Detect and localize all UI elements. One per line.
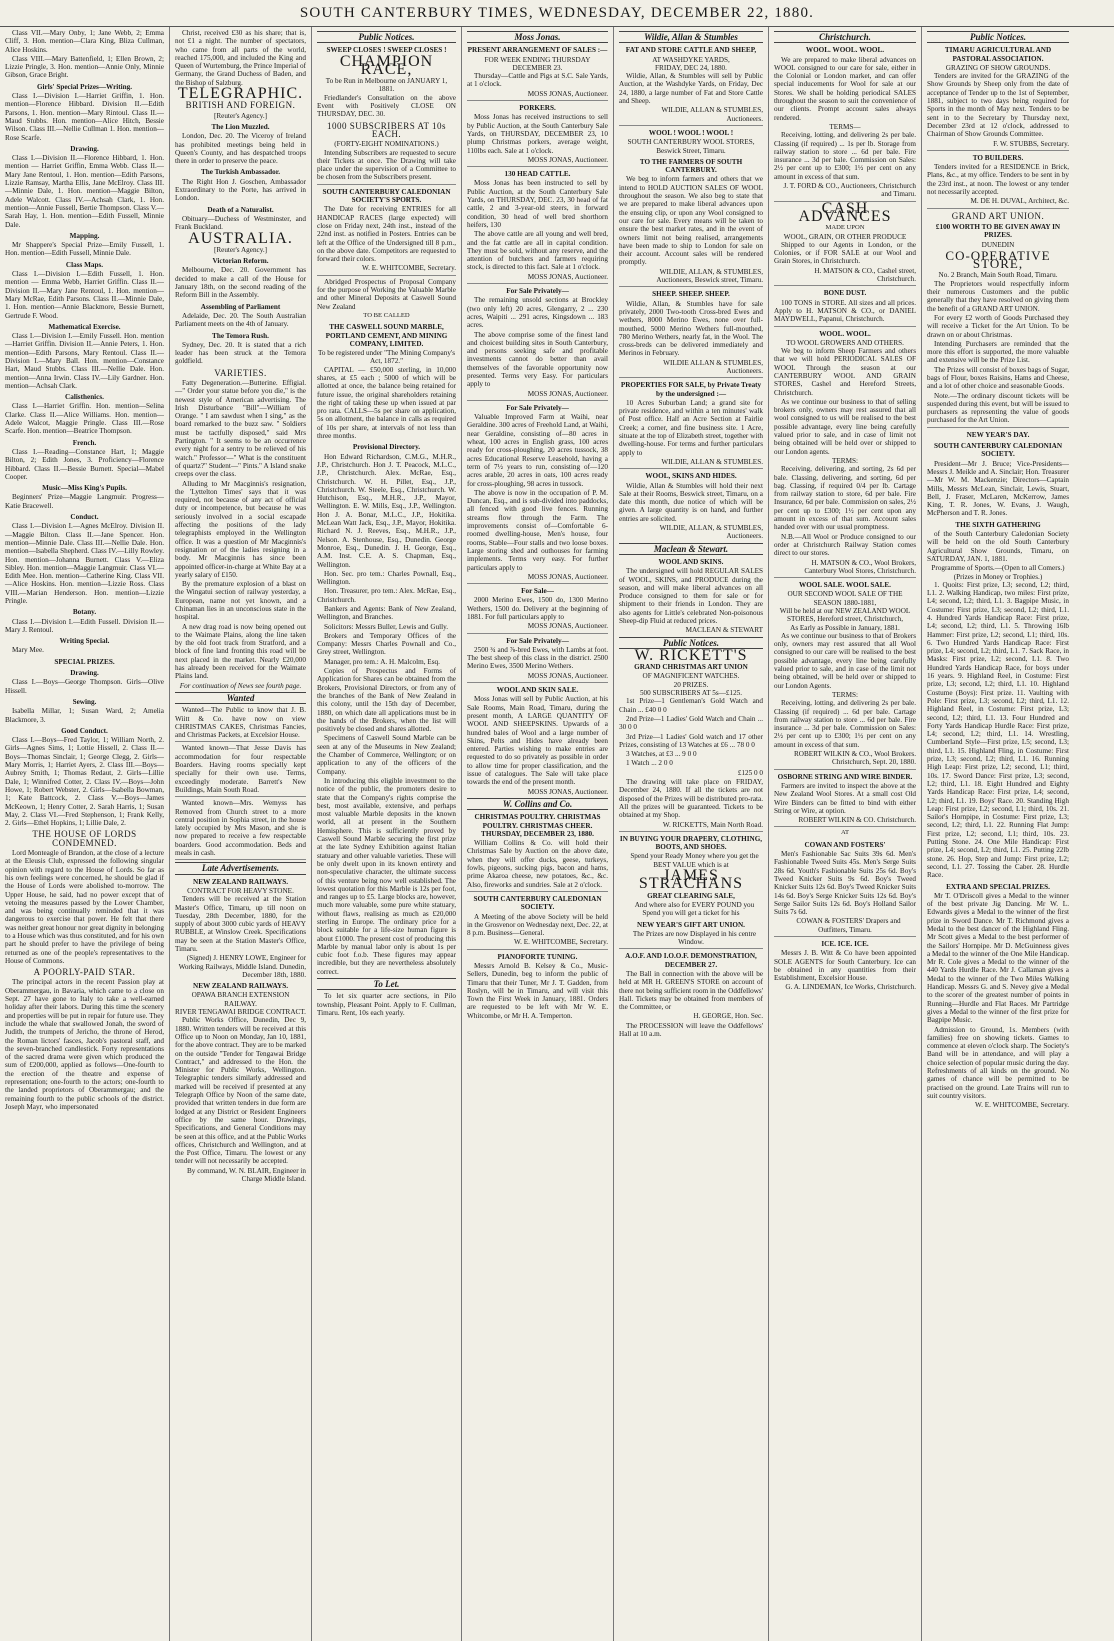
ad-title: CO-OPERATIVE STORE, [945, 247, 1051, 272]
ad-heading: TIMARU AGRICULTURAL AND PASTORAL ASSOCIATION. [944, 46, 1052, 63]
ad-text: Manager, pro tem.: A. H. Malcolm, Esq. [324, 657, 440, 666]
section-heading: SPECIAL PRIZES. [54, 657, 115, 666]
ad-text: (FORTY-EIGHT NOMINATIONS.) [334, 140, 439, 149]
column-7 [922, 27, 1074, 1641]
ad-text: The Prizes will consist of boxes bags of Sugar, bags of Flour, boxes Raisins, Hams and Cheese, and a lot of other choice and seasonable Goods. [927, 365, 1069, 391]
ad-signature: W. E. WHITCOMBE, Secretary. [975, 1101, 1069, 1110]
news-heading: The Lion Muzzled. [211, 122, 270, 131]
ad-text: FRIDAY, DEC 24, 1880. [655, 63, 727, 72]
ad-text: Wildie, Allan, & Stumbles will sell by Public Auction, at the Washdyke Yards, on Friday, Dec 24, 1880, a large number of Fat and Store Cattle and Sheep. [619, 72, 763, 106]
ad-text: To be registered under "The Mining Company's Act, 1872." [317, 349, 456, 366]
ad-section-header: Maclean & Stewart. [619, 543, 763, 555]
ad-heading: A.O.F. AND I.O.O.F. DEMONSTRATION, DECEMBER 27. [625, 952, 757, 969]
article-text: Class VII.—Mary Onby, 1; Jane Webb, 2; Emma Cliff, 3. Hon. mention—Clara King, Bliza Cullman, Alice Hoskins. [5, 29, 164, 54]
prize-line: 2nd Prize—1 Ladies' Gold Watch and Chain ... 30 0 0 [619, 714, 763, 732]
ad-heading: WOOL. WOOL. WOOL. [805, 46, 885, 55]
ad-heading: Provisional Directory. [352, 443, 421, 452]
ad-signature: WILDIE, ALLAN & STUMBLES, Auctioneers. [619, 106, 763, 126]
ad-signature: WILDIE, ALLAN, & STUMBLES, Auctioneers, Beswick street, Timaru. [619, 268, 763, 288]
article-text: Class VIII.—Mary Battenfield, 1; Ellen Brown, 2; Lizzie Pringle, 3. Hon. mention—Annie Only, Minnie Gibson, Grace Bright. [5, 54, 164, 80]
ad-heading: NEW YEAR'S GIFT ART UNION. [637, 920, 745, 929]
ad-title: CASH ADVANCES [798, 199, 892, 225]
section-heading: Drawing. [70, 144, 99, 153]
ad-text: Public Works Office, Dunedin, Dec 9, 1880. Written tenders will be received at this Office up to Noon on Monday, Jan 10, 1881, for the above contract. They are to be marked on the outside "Tender for Tengawai Bridge Contract," and addressed to the Hon. the Minister for Public Works, Wellington. Telegraphic tenders similarly addressed and marked will be received if presented at any Telegraph Office by Noon of the same date, provided that written tenders in due form are lodged at any District or Resident Engineers office by the same hour. Drawings, Specifications, and General Conditions may be seen at this office, and at the Public Works offices, Christchurch and Wellington, and at the Post Office, Timaru. The lowest or any tender will not necessarily be accepted. [175, 1016, 306, 1166]
ad-text: The above comprise some of the finest land and choicest building sites in South Canterbury, and persons seeking safe and profitable investments cannot do better than avail themselves of the favorable opportunity now presented. Terms very Easy. For particulars apply to [467, 330, 608, 389]
ad-heading: PROPERTIES FOR SALE, by Private Treaty by the undersigned :— [620, 381, 762, 398]
ad-text: Hon. Sec. pro tem.: Charles Pownall, Esq., Wellington. [317, 569, 456, 587]
ad-text: OUR SECOND WOOL SALE OF THE SEASON 1880-1881, [787, 590, 903, 607]
ad-text: TERMS: [832, 690, 858, 699]
ad-signature: M. DE H. DUVAL, Architect, &c. [927, 197, 1069, 208]
ad-text: Intending Purchasers are reminded that the more this effort is supported, the more valuable and extensive will be the Prize List. [927, 339, 1069, 365]
ad-text: No. 2 Branch, Main South Road, Timaru. [938, 271, 1058, 280]
ad-text: MADE UPON [825, 224, 865, 232]
ad-signature: W. E. WHITCOMBE, Secretary. [317, 264, 456, 275]
ad-heading: For Sale Privately— [506, 636, 569, 645]
ad-text: Brokers and Temporary Offices of the Company: Messrs Charles Pownall and Co., Grey street, Wellington. [317, 631, 456, 657]
article-text: Lord Monteagle of Brandon, at the close of a lecture at the Eleusis Club, expressed the following singular opinion with regard to the House of Lords. So far as his own feelings were concerned, he should be glad if the House of Lords were abolished to-morrow. The Upper House, he said, had no power except that of vetoing the measures passed by the Lower Chamber, and was being continually reminded that it was dangerous to exercise that power. He felt that there was neither great honour nor great dignity in belonging to a House which was thus constituted, and for his own part he should prefer to have the privilege of being returned as one of the people's representatives to the House of Commons. [5, 849, 164, 965]
column-1 [0, 27, 170, 1641]
ad-text: For every £2 worth of Goods Purchased they will receive a Ticket for the Art Union. To be drawn on or about Christmas. [927, 313, 1069, 339]
column-2 [170, 27, 312, 1641]
ad-text: Wildie, Allan & Stumbles will hold their next Sale at their Rooms, Beswick street, Timaru, on a date this month, due notice of which will be given. A large quantity is on hand, and further entries are solicited. [619, 481, 763, 523]
ad-heading: THE SIXTH GATHERING [955, 520, 1041, 529]
news-text: Fatty Degeneration.—Butterine. Effigial.—" Order your statue before you die," is the newest style of American advertising. The Irish Disturbance "Bill"—William of Orange. " I am sawdust when I sing," as the board remarked to the buzz saw. " Soldiers must be tactfully disposed," said Mrs Partington. " It seems to be an occurrence every night for a sentry to be relieved of his watch." Professor—" What is the constituent of quartz?" Student—" Pints." A Island snake creeps over the class. [175, 378, 306, 479]
ad-heading: TO THE FARMERS OF SOUTH CANTERBURY. [639, 157, 743, 175]
ad-section-header: Christchurch. [774, 31, 916, 43]
section-subtitle: BRITISH AND FOREIGN. [185, 100, 296, 111]
ad-text: Friedlander's Consultation on the above Event with Positively CLOSE ON THURSDAY, DEC. 30. [317, 93, 456, 119]
ad-heading: NEW YEAR'S DAY. [966, 430, 1030, 439]
ad-text: Mr T. O'Driscoll gives a Medal to the winner of the best private Jig Dancing. Mr W. L. Edwards gives a Medal to the winner of the first prize in Sword Dance. Mr T. Richmond gives a Medal to the best dancer of the Highland Fling. Mr Scott gives a Medal to the best performer of the Sailors' Hornpipe. Mr D. McGuinness gives a Medal to the winner of the One Mile Handicap. Mr R. Cole gives a Medal to the winner of the 440 Yards Hurdle Race. Mr J. Callaman gives a Medal to the winner of the Two Miles Walking Handicap. Messrs G. and S. Nevey give a Medal to the scorer of the greatest number of points in Running—Hurdle and Flat Races. Mr Partridge gives a Medal to the winner of the first prize for Bagpipe Music. [927, 891, 1069, 1025]
article-headline: A POORLY-PAID STAR. [33, 967, 136, 978]
ad-text: We are prepared to make liberal advances on WOOL consigned to our care for sale, either in the Colonial or London market, and can offer special inducements for Wool for sale at our Stores. We shall be holding periodical SALES throughout the season to suit the convenience of our clients. Prompt account sales always rendered. [774, 55, 916, 122]
ad-heading: RIVER TENGAWAI BRIDGE CONTRACT. [175, 1008, 306, 1017]
ad-section-header: Public Notices. [317, 31, 456, 43]
ad-text: AT WASHDYKE YARDS, [652, 55, 730, 64]
news-heading: The Temora Rush. [212, 331, 269, 340]
ad-text: Abridged Prospectus of Proposal Company for the purpose of Working the Valuable Marble and other Mineral Deposits at Caswell Sound New Zealand [317, 277, 456, 311]
ad-text: DUNEDIN [981, 240, 1015, 249]
ad-section-header: Moss Jonas. [467, 31, 608, 43]
ad-heading: SOUTH CANTERBURY CALEDONIAN SOCIETY. [933, 442, 1063, 459]
ad-heading: GREAT CLEARING SALE, [647, 891, 735, 900]
agency-credit: [Reuter's Agency.] [213, 245, 268, 254]
prize-line: 1st Prize—1 Gentleman's Gold Watch and Chain ... £40 0 0 [619, 697, 763, 714]
ad-heading: WOOL, SKINS AND HIDES. [645, 472, 737, 481]
ad-text: Note.—The ordinary discount tickets will be suspended during this event, but will be issued to purchasers as representing the value of goods purchased for the Art Union. [927, 392, 1069, 428]
ad-heading: WOOL AND SKIN SALE. [496, 686, 579, 695]
column-3 [312, 27, 462, 1641]
article-text: Class I.—Boys—George Thompson. Girls—Olive Hissell. [5, 678, 164, 695]
news-text: The Right Hon J. Goschen, Ambassador Extraordinary to the Porte, has arrived in London. [175, 177, 306, 203]
ad-signature: MOSS JONAS, Auctioneer. [467, 622, 608, 633]
section-heading: Conduct. [70, 513, 99, 522]
ad-text: 100 TONS in STORE. All sizes and all prices. Apply to H. MATSON & CO., or DANIEL MAYDWELL, Papanui, Christchurch. [774, 299, 916, 327]
ad-heading: COWAN AND FOSTERS' [804, 840, 886, 849]
article-text: Beginners' Prize—Maggie Langmuir. Progress—Katie Bracewell. [5, 493, 164, 510]
article-text: Isabella Millar, 1; Susan Ward, 2; Amelia Blackmore, 3. [5, 707, 164, 724]
column-6 [769, 27, 922, 1641]
ad-heading: GRAND CHRISTMAS ART UNION [634, 663, 748, 672]
ad-text: SOUTH CANTERBURY WOOL STORES, Beswick Street, Timaru. [627, 138, 755, 155]
ad-text: Tenders invited for a RESIDENCE in Brick, Plans, &c., at my office. Tenders to be sent in by the 23rd inst., at noon. The lowest or any tender not necessarily accepted. [927, 163, 1069, 197]
ad-text: of the South Canterbury Caledonian Society will be held on the old South Canterbury Agricultural Show Grounds, Timaru, on SATURDAY, JAN. 1, 1881. [927, 530, 1069, 563]
ad-text: Valuable Improved Farm at Waihi, near Geraldine. 300 acres of Freehold Land, at Waihi, near Geraldine, consisting of—80 acres in wheat, 100 acres in English grass, 100 acres ready for cross-ploughing, 20 acres tussock, 38 acres Educational Reserve Leasehold, having a term of 7½ years to run, consisting of—120 acres arable, 20 acres in oats, 100 acres ready for cross-ploughing, 98 acres in tussock. [467, 413, 608, 488]
ad-heading: PIANOFORTE TUNING. [497, 952, 578, 961]
ad-heading: WOOL SALE. WOOL SALE. [799, 581, 891, 590]
continuation-note: For continuation of News see fourth page. [179, 681, 302, 690]
ad-heading: BONE DUST. [823, 289, 867, 298]
ad-text: The Date for receiving ENTRIES for all HANDICAP RACES (large expected) will close on Friday next, 24th inst., instead of the 22nd inst. as notified in Posters. Entries can be left at the Office of the Undersigned till 8 p.m., on the above date. Competitors are requested to forward their colors. [317, 205, 456, 264]
ad-signature: MOSS JONAS, Auctioneer. [467, 273, 608, 284]
news-heading: Assembling of Parliament [200, 302, 281, 311]
section-heading: Music—Miss King's Pupils. [42, 484, 127, 493]
ad-heading: For Sale— [521, 587, 554, 596]
section-heading: Sewing. [72, 697, 97, 706]
ad-heading: TO BUILDERS. [972, 153, 1024, 162]
news-heading: Victorian Reform. [212, 257, 269, 266]
news-text: By the premature explosion of a blast on the Wingatui section of railway yesterday, a European, name not yet known, and a Chinaman lies in an unconscious state in the hospital. [175, 580, 306, 622]
section-heading: Mapping. [69, 231, 100, 240]
ad-signature: WILDIE ALLAN & STUMBLES, Auctioneers. [619, 359, 763, 379]
section-heading: Class Maps. [65, 260, 104, 269]
ad-text: (Prizes in Money or Trophies.) [953, 572, 1043, 581]
prize-line: 3 Watches, at £3 ... 9 0 0 [626, 750, 697, 759]
ad-text: TO BE CALLED [363, 311, 410, 319]
ad-heading: For Sale Privately— [506, 287, 569, 296]
ad-title: CHAMPION RACE, [339, 52, 434, 78]
event-list: 1. Quoits: First prize, L3; second, L2; third, L1. 2. Walking Handicap, two miles: First prize, L4; second, L2; third, L1. 3. Bagpipe Music, in Costume: First prize, L3; second, L2; third, L1. 4. Hundred Yards Handicap Race: First prize, L4; second, L2; third, L1. 5. Throwing 16lb Hammer: First prize, L2; second, L1; third, 10s. 6. Two Hundred Yards Handicap Race: First prize, L4; second, L2; third, L1. 7. Sack Race, in Masks: First prize, L2; second, L1. 8. Two Hundred Yards Handicap Race, for boys under 16 years. 9. Highland Reel, in Costume: First prize, L3; second, L2; third, L1. 10. Highland Costume (Boys): First prize. 11. Vaulting with Pole: First prize, L3; second, L2; third, L1. 12. Highland Reel, in Costume: First prize, L3; second, L2; third, L1. 13. Four Hundred and Forty Yards Handicap Hurdle Race: First prize, L4; second, L2; third, L1. 14. Wrestling, Cumberland Style—First prize, L5; second, L3; third, L1. 15. Highland Fling, in Costume: First prize, L3; second, L2; third, L1. 16. Running High Leap: First prize, L2; second, L1; third, 10s. 17. Sword Dance: First prize, L3; second, L2; third, L1. 18. Eight Hundred and Eighty Yards Handicap Race: First prize, L4; second, L2; third, L1. 19. Boys' Race. 20. Standing High Leap: First prize, L2; second, L1; third, 10s. 21. Sailor's Hornpipe, in Costume: First prize, L3; second, L2; third, L1. 22. Running Flat Jump: First prize, L2; second, L1; third, 10s. 23. Putting Stone. 24. One Mile Handicap: First prize, L4; second, L2; third, L1. 25. Putting 22lb stone. 26. Hop, Step and Jump: First prize, L2; second, L1. 27. Tossing the Caber. 28. Hurdle Race. [927, 580, 1069, 880]
ad-text: TERMS: [832, 456, 858, 465]
ad-signature: MOSS JONAS, Auctioneer. [467, 573, 608, 584]
ad-heading: SOUTH CANTERBURY CALEDONIAN SOCIETY'S SPORTS. [322, 187, 451, 205]
news-text: Alluding to Mr Macginnis's resignation, the 'Lyttelton Times' says that it was required, not because of any act of official duty or incompetence, but because he was seriously involved in a social escapade affecting the positions of the lady telegraphists employed in the Wellington office. It was a question of Mr Macginnis's resignation or of the ladies resigning in a body. Mr Macginnis has since been appointed officer-in-charge at White Bay at a yearly salary of £150. [175, 479, 306, 579]
ad-text: Copies of Prospectus and Forms of Application for Shares can be obtained from the Brokers, Provisional Directors, or from any of the branches of the Bank of New Zealand in this colony, until the 15th day of December, 1880, on which date all applications must be in the hands of the Brokers, when the list will positively be closed and shares allotted. [317, 667, 456, 734]
section-heading: French. [72, 438, 97, 447]
ad-text: OF MAGNIFICENT WATCHES. [642, 672, 740, 681]
ad-section-header: Public Notices. [927, 31, 1069, 43]
ad-heading: EXTRA AND SPECIAL PRIZES. [946, 882, 1050, 891]
section-heading: Writing Special. [59, 637, 110, 646]
ad-signature: J. T. FORD & CO., Auctioneers, Christchurch and Timaru. [774, 182, 916, 202]
ad-signature: ROBERT WILKIN & CO., Wool Brokers. Christchurch, Sept. 20, 1880. [774, 750, 916, 770]
news-heading: The Turkish Ambassador. [200, 168, 281, 177]
ad-heading: CONTRACT FOR HEAVY STONE. [187, 886, 294, 895]
ad-text: Tenders are invited for the GRAZING of the Show Grounds by Sheep only from the date of acceptance of Tender up to the 1st of September, 1881, subject to two days being required for Sports in the month of May next. Tenders to be sent in to the Secretary by Thursday next, December 23rd at 12 o'clock, addressed to Chairman of Show Grounds Committee. [927, 72, 1069, 139]
article-text: Class I.—Division I.—Harriet Griffin, 1. Hon. mention—Florence Hibbard. Division II.—Edith Parsons, 1. Hon. mention—Mary Rintoul. Class II.—Maud Stubbs. Hon. mention—Alice Hitch, Bessie Wilson. Class III.—Nellie Cullman 1. Hon. mention—Rose Scarfe. [5, 92, 164, 142]
news-text: London, Dec. 20. The Viceroy of Ireland has prohibited meetings being held in Queen's County, and has despatched troops there in order to preserve the peace. [175, 132, 306, 166]
ad-text: Moss Jonas has been instructed to sell by Public Auction, at the South Canterbury Sale Yards, on THURSDAY, DEC. 23, 30 head of fat cattle, 2 and 3-year-old steers, in forward condition, 30 head of well bred shorthorn heifers, 130 [467, 179, 608, 229]
ad-section-header: Public Notices. [619, 637, 763, 649]
article-text: Mary Mee. [12, 646, 44, 655]
ad-text: In introducing this eligible investment to the notice of the public, the promoters desire to state that the Company's rights comprise the best, most available, extensive, and perhaps most valuable Marble deposits in the known world, all at present in the Southern Hemisphere. This is sufficiently proved by Caswell Sound Marble securing the first prize at the late Sydney Exhibition against Italian statuary and other valuable varieties. These will be only dwelt upon in its known entirety and non-speculative character, the ultimate success of this venture being now well established. The lowest quotation for this Marble is 12s per foot, and ranges up to £5. Large blocks are, however, much more valuable, some pure white statuary, without flaws, realising as much as £20,000 sterling in Europe. The ordinary price for a block suitable for a life-size human figure is about £1000. The present cost of producing this Marble by manual labor only is about 1s per cubic foot f.o.b. These figures may appear incredible, but they are nevertheless absolutely correct. [317, 776, 456, 976]
section-title: AUSTRALIA. [188, 229, 293, 247]
ad-text: To be Run in Melbourne on JANUARY 1, 1881. [325, 77, 448, 94]
ad-signature: F. W. STUBBS, Secretary. [927, 140, 1069, 151]
ad-text: We beg to inform farmers and others that we intend to HOLD AUCTION SALES OF WOOL throughout the season. We also beg to state that we are prepared to make liberal advances upon the ensuing clip, or upon any Wool consigned to our care for sale. Every means will be taken to ensure the best market rates, and in the event of owners limit not being realised, arrangements have been made to ship to London for sale on their account. Account sales will be rendered promptly. [619, 175, 763, 267]
ad-text: We beg to inform Sheep Farmers and others that we will hold PERIODICAL SALES OF WOOL Through the season at our CANTERBURY WOOL AND GRAIN STORES, Cashel and Hereford Streets, Christchurch. [774, 347, 916, 397]
ad-text: Will be held at our NEW ZEALAND WOOL STORES, Hereford street, Christchurch, [779, 607, 911, 624]
ad-text: N.B.—All Wool or Produce consigned to our order at Christchurch Railway Station comes direct to our stores. [774, 532, 916, 558]
ad-text: Intending Subscribers are requested to secure their Tickets at once. The Drawing will take place under the supervision of a Committee to be chosen from the Subscribers present. [317, 149, 456, 185]
ad-heading: NEW ZEALAND RAILWAYS. [193, 982, 288, 991]
section-heading: Mathematical Exercise. [48, 322, 121, 331]
ad-text: WOOL, GRAIN, OR OTHER PRODUCE [783, 232, 907, 241]
ad-heading: GRAND ART UNION. [951, 210, 1045, 221]
ad-heading: CHRISTMAS POULTRY. CHRISTMAS POULTRY. CHRISTMAS CHEER. THURSDAY, DECEMBER 23, 1880. [474, 813, 601, 838]
ad-heading: OSBORNE STRING AND WIRE BINDER. [777, 772, 913, 781]
article-text: Class I.—Division I.—Emily Fussell. Hon. mention—Harriet Griffin. Division II.—Annie Peters, 1. Hon. mention—Edith Parsons, Mary Rentoul. Class II.—Division I.—Mary Ball. Hon. mention—Constance Hart, Maud Stubbs. Class III.—Nellie Dale. Hon. mention—Anna Irwin. Class IV.—Lily Gardner. Hon. mention—Achsah Clark. [5, 332, 164, 390]
prize-line: 1 Watch ... 2 0 0 [626, 759, 673, 768]
ad-text: As Early as Possible in January, 1881. [790, 623, 900, 632]
ad-text: The Prizes are now Displayed in his centre Window. [619, 930, 763, 950]
ad-heading: PRESENT ARRANGEMENT OF SALES :— [467, 46, 608, 55]
article-text: Class I.—Division I.—Edith Fussell. Division II.—Mary J. Rentoul. [5, 617, 164, 634]
ad-text: 500 SUBSCRIBERS AT 5s—£125. [639, 689, 743, 698]
news-heading: Death of a Naturalist. [207, 205, 274, 214]
ad-text: Hon. Treasurer, pro tem.: Alex. McRae, Esq., Christchurch. [317, 587, 456, 604]
ad-text: To let six quarter acre sections, in Pilo township, Pleasant Point. Apply to F. Cullman, Timaru. Rent, 10s each yearly. [317, 992, 456, 1017]
article-text: Class I.—Harriet Griffin. Hon. mention—Selina Clarke. Class II.—Alice Williams. Hon. mention—Adele Walcot, Maggie Pringle. Class III.—Rose Scarfe. Hon. mention—Beatrice Thompson. [5, 402, 164, 436]
ad-text: Messrs Arnold B. Kelsey & Co., Music-Sellers, Dunedin, beg to inform the public of Timaru that their Tuner, Mr J. T. Gadden, from Roslyn, will be in Timaru, and will visit this Town the First Week in January, 1881. Orders are requested to be left with Mr W. E. Whitcombe, or Mr H. A. Temperton. [467, 961, 608, 1020]
ad-text: The above cattle are all young and well bred, and the fat cattle are all in capital condition. They must be sold, without any reserve, and the attention of butchers and farmers requiring stock, is directed to this fact. Sale at 1 o'clock. [467, 230, 608, 272]
news-text: Sydney, Dec. 20. It is stated that a rich leader has been struck at the Temora goldfield. [175, 340, 306, 366]
ad-heading: SOUTH CANTERBURY CALEDONIAN SOCIETY. [473, 894, 602, 912]
ad-text: Tenders will be received at the Station Master's Office, Timaru, up till noon on Tuesday, 28th December, 1880, for the supply of about 3000 cubic yards of HEAVY RUBBLE, at Winslow Creek. Specifications may be seen at the Station Master's Office, Timaru. [175, 895, 306, 953]
section-heading: Girls' Special Prizes—Writing. [36, 82, 133, 91]
ad-signature: H. MATSON & CO., Wool Brokers, Canterbury Wool Stores, Christchurch. [774, 559, 916, 579]
article-text: Mr Shappere's Special Prize—Emily Fussell, 1. Hon. mention—Edith Fussell, Minnie Dale. [5, 241, 164, 258]
ad-heading: WOOL. WOOL. [819, 329, 871, 338]
ad-text: The drawing will take place on FRIDAY, December 24, 1880. If all the tickets are not disposed of the Prizes will be distributed pro-rata. All the prizes will be guaranteed. Tickets to be obtained at my Shop. [619, 778, 763, 820]
ad-text: Bankers and Agents: Bank of New Zealand, Wellington, and Branches. [317, 605, 456, 622]
ad-text: Hon Edward Richardson, C.M.G., M.H.R., J.P., Christchurch. Hon J. T. Peacock, M.L.C., J.P., Christchurch. Alex. McRae, Esq., Christchurch. W. H. Pillet, Esq., J.P., Christchurch. W. Steele, Esq., Christchurch. W. Hutchison, Esq., M.H.R., J.P., Mayor, Wellington. E. W. Mills, Esq., J.P., Wellington. Hon J. A. Bonar, M.L.C., J.P., Hokitika. McLean Watt Jack, Esq., J.P., Mayor, Hokitika. Richard N. J. Reeves, Esq., M.H.R., J.P., Nelson. A. Stenhouse, Esq., Dunedin. George Monroe, Esq., Dunedin. J. H. George, Esq., A.M. Inst. C.E. A. S. Chapman, Esq., Wellington. [317, 452, 456, 569]
ad-text: Specimens of Caswell Sound Marble can be seen at any of the Museums in New Zealand; the Chamber of Commerce, Wellington; or on application to any of the officers of the Company. [317, 734, 456, 776]
ad-text: TO WOOL GROWERS AND OTHERS. [786, 338, 904, 347]
ad-heading: OPAWA BRANCH EXTENSION RAILWAY. [191, 991, 290, 1008]
ad-heading: WOOL AND SKINS. [658, 557, 724, 566]
ad-text: AT [840, 829, 850, 837]
ad-text: TERMS— [829, 122, 861, 131]
ad-signature: MOSS JONAS, Auctioneer. [467, 390, 608, 401]
article-text: Class I.—Reading—Constance Hart, 1; Maggie Bilton, 2; Edith Jones, 3. Proficiency—Florence Hibbard. Class II.—Bessie Burnett. Special—Mabel Cooper. [5, 447, 164, 481]
ad-text: CAPITAL — £50,000 sterling, in 10,000 shares, at £5 each ; 5000 of which will be allotted at once, the balance being retained for future issue, the original shareholders retaining the right of taking these up when issued at par pro rata. CALLS—5s per share on application, 5s on allotment, the balance in calls as required of 10s per share, at intervals of not less than three months. [317, 365, 456, 441]
ad-section-header: To Let. [317, 978, 456, 990]
ad-signature: By command, W. N. BLAIR, Engineer in Charge Middle Island. [187, 1166, 306, 1183]
prize-line: 3rd Prize—1 Ladies' Gold watch and 17 other Prizes, consisting of 13 Watches at £6 ... 78 0 0 [619, 732, 763, 749]
ad-text: Messrs J. B. Witt & Co have been appointed SOLE AGENTS for South Canterbury. Ice can be obtained in any quantities from their Establishment, Excelsior House. [774, 949, 916, 983]
ad-signature: ROBERT WILKIN & CO. Christchurch. [774, 816, 916, 827]
ad-heading: FAT AND STORE CATTLE AND SHEEP, [625, 46, 757, 55]
ad-heading: £100 WORTH TO BE GIVEN AWAY IN PRIZES. [935, 222, 1061, 240]
news-text: Melbourne, Dec. 20. Government has decided to make a call of the House for January 18th, on the second reading of the Reform Bill in the Assembly. [175, 266, 306, 300]
section-heading: Drawing. [70, 669, 99, 678]
ad-signature: MACLEAN & STEWART [685, 626, 763, 635]
ad-text: 2500 ¾ and ⅞-bred Ewes, with Lambs at foot. The best sheep of this class in the district. 2500 Merino Ewes, 3500 Merino Wethers. [467, 645, 608, 671]
ad-text: The above is now in the occupation of P. M. Duncan, Esq., and is sub-divided into paddocks, all fenced with good live fences. Running streams flow through the Farm. The improvements consist of—Comfortable 6-roomed dwelling-house, Men's house, four rooms, Stable—Four stalls and two loose boxes. Large storing shed and outhouses for farming implements. Terms very easy. For further particulars apply to [467, 488, 608, 572]
ad-text: Shipped to our Agents in London, or the Colonies, or if FOR SALE at our Wool and Grain Stores, in Christchurch. [774, 240, 916, 266]
ad-text: FOR WEEK ENDING THURSDAY DECEMBER 23. [484, 55, 591, 72]
wanted-ad: Wanted known—That Jesse Davis has accommodation for four respectable Boarders. Having rooms specially kept specially for their own use. Terms, exceedingly moderate. Barrett's New Buildings, Main South Road. [175, 744, 306, 797]
ad-heading: ICE. ICE. ICE. [821, 939, 869, 948]
article-text: Class I.—Division I.—Agnes McElroy. Division II.—Maggie Bilton. Class II.—Jane Spencer. Hon. mention—Minnie Dale. Class III.—Nellie Dale. Hon. mention—Isabella Shepherd. Class IV.—Lilly Rowley. Hon. mention—Johanna Burnett. Class V.—Eliza Sibley. Hon. mention—Maggie Langmuir. Class VI.—Edith Mee. Hon. mention—Catherine King. Class VII.—Alice Hoskins. Hon. mention—Lizzie Ross. Class VIII.—Marian Henderson. Hon. mention—Lizzie Pringle. [5, 522, 164, 605]
ad-text: 20 PRIZES. [673, 680, 709, 689]
ad-text: A Meeting of the above Society will be held in the Grosvenor on Wednesday next, Dec. 22, at 8 p.m. Business—General. [467, 912, 608, 938]
ad-heading: For Sale Privately— [506, 403, 569, 412]
article-text: The principal actors in the recent Passion play at Oberammergau, in Bavaria, which came to a close on Sept. 27 have gone to Italy to take a well-earned holiday after their labors. During this time the scenery and properties will be put in repair for future use. They include the whale that swallowed Jonah, the sword of Judith, the trumpets of Jericho, the throne of Herod, the Roman lictors' fasces, Jacob's pastoral staff, and the seven-branched candlestick. Forty representations of the sacred drama were given which produced the sum of £200,000, applied as follows—One-fourth to the erection of the theatre and expense of representation; one-fourth to the actors; one-fourth to the landed proprietors of Oberammergau; and the remaining fourth to the public schools of the district. Joseph Mayr, who impersonated [5, 978, 164, 1111]
ad-signature: (Signed) J. HENRY LOWE, Engineer for Working Railways, Middle Island. Dunedin, December 18th, 1880. [178, 954, 306, 979]
ad-text: Wildie, Allan, & Stumbles have for sale privately, 2000 Two-tooth Cross-bred Ewes and wethers, 8000 Merino Ewes, none over full-mouthed, 5000 Merino Wethers full-mouthed, 780 Merino Wethers, nearly fat, in the Wool. The cross-breds can be delivered immediately and Merinos in February. [619, 299, 763, 358]
ad-signature: H. MATSON & CO., Cashel street, Christchurch. [774, 267, 916, 287]
column-5 [614, 27, 769, 1641]
ad-signature: MOSS JONAS, Auctioneer. [467, 90, 608, 101]
ad-text: Moss Jonas has received instructions to sell by Public Auction, at the South Canterbury Sale Yards, on THURSDAY, DECEMBER 23, 10 plump Christmas porkers, average weight, 110lbs each. Sale at 1 o'clock. [467, 113, 608, 155]
ad-heading: 130 HEAD CATTLE. [504, 170, 571, 179]
ad-text: 10 Acres Suburban Land; a grand site for private residence, and within a ten minutes' walk of Post office. Half an Acre Section at Fairlie Creek; a corner, and fine business site. 1 Acre, situate at the top of Elizabeth street, together with dwelling-house. For terms and further particulars apply to [619, 398, 763, 457]
article-headline: THE HOUSE OF LORDS CONDEMNED. [32, 829, 137, 848]
ad-title: JAMES STRACHANS [638, 867, 744, 893]
ad-signature: MOSS JONAS, Auctioneer. [467, 672, 608, 683]
ad-text: Thursday—Cattle and Pigs at S.C. Sale Yards, at 1 o'clock. [467, 72, 608, 89]
ad-text: William Collins & Co. will hold their Christmas Sale by Auction on the above date, when they will offer ducks, geese, turkeys, fowls, pigeons, sucking pigs, bacon and hams, prime Akaroa cheese, new potatoes, &c., &c. Also, fireworks and sundries. Sale at 2 o'clock. [467, 839, 608, 892]
ad-text: The Proprietors would respectfully inform their numerous Customers and the public generally that they have resolved on giving them the benefit of a GRAND ART UNION. [927, 279, 1069, 313]
ad-signature: MOSS JONAS, Auctioneer. [467, 156, 608, 167]
section-title: TELEGRAPHIC. [177, 85, 304, 103]
section-heading: Good Conduct. [61, 726, 108, 735]
ad-text: Receiving, delivering, and sorting, 2s 6d per bale. Classing, delivering, and sorting, 6d per bag. Classing, if required 0/4 per lb. Cartage from railway station to store, 6d per bale. Fire Insurance, 6d per bale. Commission on sales, 2½ per cent up to £300; 1½ per cent upon any amount in excess of that sum. Account sales handed over with our usual promptness. [774, 465, 916, 532]
ad-text: The Ball in connection with the above will be held at MR H. GREEN'S STORE on account of there not being sufficient room in the Oddfellows' Hall. Tickets may be obtained from members of the Committee, or [619, 969, 763, 1012]
ad-text: As we continue our business to that of Brokers only, owners may rest assured that all Wool consigned to our care will be realised to the best possible advantage, every line being carefully valued prior to sale, and in case of the limit not being obtained, will be held over or shipped to our London Agents. [774, 631, 916, 690]
masthead: SOUTH CANTERBURY TIMES, WEDNESDAY, DECEMBER 22, 1880. [0, 0, 1114, 27]
news-text: A new drag road is now being opened out to the Waimate Plains, along the line taken by the old foot track from Stratford, and a block of fine land fronting this road will be next placed in the market. Nearly £20,000 has already been received for the Waimate Plains land. [175, 622, 306, 681]
ad-text: President—Mr J. Bruce; Vice-Presidents—Messrs J. Meikle and A. Sinclair; Hon. Treasurer—Mr W. M. Mackenzie; Directors—Captain Mills, Messrs McLean, Sinclair, Lewis, Stuart, Bell, J. Fraser, McLaren, McKerrow, James King, T. R. Jones, W. Evans, J. Waugh, McPherson and T. R. Jones. [927, 459, 1069, 518]
ad-signature: W. E. WHITCOMBE, Secretary. [467, 938, 608, 949]
ad-heading: IN BUYING YOUR DRAPERY, CLOTHING, BOOTS, AND SHOES. [619, 834, 763, 852]
ad-heading: SHEEP. SHEEP. SHEEP. [652, 290, 730, 299]
article-text: Class I.—Boys—Fred Taylor, 1; William North, 2. Girls—Agnes Sims, 1; Lottie Hissell, 2. Class II.—Boys—Thomas Sinclair, 1; George Clegg, 2. Girls—Mary Morris, 1; Harriet Ayers, 2. Class III.—Boys—Aubrey Smith, 1; Thomas Redaut, 2. Girls—Lillie Dale, 1; Winnifred Cotter, 2. Class IV.—Boys—John Howe, 1; Robert Webster, 2. Girls—Isabella Bowman, 1; Kate Battcock, 2. Class V.—Boys—James McKeown, 1; Henry Cotter, 2. Sarah Harris, 1; Susan May, 2. Class VI.—Fred Stephenson, 1; Frank Kelly, 2. Girls—Ethel Hopkins, 1; Lillie Dale, 2. [5, 736, 164, 828]
ad-text: The PROCESSION will leave the Oddfellows' Hall at 10 a.m. [619, 1021, 763, 1039]
ad-signature: G. A. LINDEMAN, Ice Works, Christchurch. [785, 983, 916, 992]
ad-text: 2000 Merino Ewes, 1500 do, 1300 Merino Wethers, 1500 do. Delivery at the beginning of 1881. For full particulars apply to [467, 596, 608, 621]
ad-signature: COWAN & FOSTERS' Drapers and Outfitters, Timaru. [774, 917, 916, 937]
ad-heading: SWEEP CLOSES ! SWEEP CLOSES ! [326, 46, 447, 55]
ad-heading: NEW ZEALAND RAILWAYS. [193, 877, 288, 886]
ad-section-header: Wildie, Allan & Stumbles [619, 31, 763, 43]
ad-heading: 1000 SUBSCRIBERS AT 10s EACH. [326, 120, 447, 139]
ad-signature: WILDIE, ALLAN & STUMBLES. [619, 458, 763, 469]
article-text: Christ, received £30 as his share; that is, not £1 a night. The number of spectators, who came from all parts of the world, reached 175,000, and included the King and Queen of Wurtemburg, the Prince Imperial of Germany, the Grand Duchess of Baden, and the Bishop of Salzburg. [175, 29, 306, 87]
column-4 [462, 27, 614, 1641]
ad-signature: H. GEORGE, Hon. Sec. [693, 1012, 763, 1021]
wanted-ad: Wanted—The Public to know that J. B. Wiitt & Co. have now on view CHRISTMAS CAKES, Christmas Fancies, and Christmas Packets, at Excelsior House. [175, 706, 306, 742]
ad-text: Solicitors: Messrs Buller, Lewis and Gully. [324, 622, 449, 631]
article-text: Class I.—Division I.—Edith Fussell, 1. Hon. mention — Emma Webb, Harriet Griffin. Class II.—Division II.—Mary Jane Rentoul, 1. Hon. mention—Mary McRae, Edith Parsons. Class II.—Minnie Dale, 1. Hon. mention—Annie Blackmore, Bessie Burnett, Gertrude F. Wood. [5, 270, 164, 320]
ad-heading: THE CASWELL SOUND MARBLE, PORTLAND CEMENT, AND MINING COMPANY, LIMITED. [325, 323, 448, 348]
ad-heading: PORKERS. [519, 104, 556, 113]
ad-text: Admission to Ground, 1s. Members (with families) free on showing tickets. Games to commence at eleven o'clock sharp. The Society's Band will be in attendance, and will play a choice selection of popular music during the day. Refreshments of all kinds on the ground. No games of chance will be permitted to be practised on the ground. Late Trains will run to suit country visitors. [927, 1025, 1069, 1100]
ad-section-header: W. Collins and Co. [467, 798, 608, 810]
ad-text: Farmers are invited to inspect the above at the New Zealand Wool Stores. At a small cost Old Wire Binders can be fitted to bind with either String or Wire, at option. [774, 781, 916, 815]
ad-heading: WOOL ! WOOL ! WOOL ! [648, 128, 734, 137]
ad-signature: MOSS JONAS, Auctioneer. [527, 787, 608, 796]
ad-text: Receiving, lotting, and delivering 2s per bale. Classing (if required) ... 6d per bale. Cartage from railway station to store ... 6d per bale. Fire insurance ... 3d per bale. Commission on Sales: 2½ per cent up to £300; 1½ per cent on any amount in excess of that sum. [774, 699, 916, 749]
ad-text: The undersigned will hold REGULAR SALES of WOOL, SKINS, and PRODUCE during the season, and will make liberal advances on all Produce consigned to them for sale or for shipment to their friends in London. They are also agents for Little's celebrated Non-poisonous Sheep-dip Fluid at reduced prices. [619, 567, 763, 625]
ad-text: Moss Jonas will sell by Public Auction, at his Sale Rooms, Main Road, Timaru, during the present month, A LARGE QUANTITY OF WOOL AND SHEEPSKINS. Upwards of a hundred bales of Wool and a large number of Skins, Pelts and Hides have already been entered. Parties wishing to make entries are requested to do so privately as possible in order to allow time for proper classification, and the issue of catalogues. The Sale will take place towards the end of the present month. [467, 695, 608, 787]
section-heading: Calisthenics. [65, 393, 104, 402]
article-text: Class I.—Division II.—Florence Hibbard, 1. Hon. mention — Harriet Griffin, Emma Webb. Class II.—Mary Jane Rentoul, 1. Hon. mention—Edith Parsons, Lizzie Ramsay, Martha Ellis, Jane McElroy. Class III.—Minnie Dale, 1. Hon. mention—Maggie Bilton, Adele Walcott. Class IV.—Achsah Clark, 1. Hon. mention—Annie Fussell, Bertie Thompson. Class V.—Sarah Hay, 1. Hon. mention—Edith Fussell, Minnie Dale. [5, 154, 164, 229]
section-subtitle: VARIETIES. [214, 367, 267, 378]
ad-title: W. RICKETT'S [634, 646, 748, 664]
ad-text: The remaining unsold sections at Brockley (two only left) 20 acres, Glengarry, 2 ... 230 acres, Waipiti ... 291 acres, Kingsdown ... 183 acres. [467, 296, 608, 330]
ad-signature: WILDIE, ALLAN, & STUMBLES, Auctioneers. [659, 524, 763, 541]
wanted-ad: Wanted known—Mrs. Wemyss has Removed from Church street to a more central position in Sophia street, in the house lately occupied by Mrs Mason, and she is now prepared to receive a few respectable boarders. Good accommodation. Beds and meals in cash. [175, 799, 306, 860]
news-text: Adelaide, Dec. 20. The South Australian Parliament meets on the 4th of January. [175, 311, 306, 329]
ad-text: Receiving, lotting, and delivering 2s per bale. Classing (if required) ... 1s per lb. Storage from railway station to store ... 6d per bale. Fire insurance ... 3d per bale. Commission on Sales: 2½ per cent up to £300; 1½ per cent on any amount in excess of that sum. [774, 131, 916, 181]
ad-text: Spend your Ready Money where you get the BEST VALUE which is at [630, 852, 759, 869]
prize-total: £125 0 0 [737, 768, 763, 777]
ad-text: And where also for EVERY POUND you Spend you will get a ticket for his [634, 900, 755, 918]
ad-text: GRAZING OF SHOW GROUNDS. [945, 63, 1051, 72]
news-text: Obituary—Duchess of Westminster, and Frank Buckland. [175, 214, 306, 232]
ad-section-header: Wanted [175, 692, 306, 704]
section-heading: Botany. [72, 608, 97, 617]
ad-section-header: Late Advertisements. [175, 862, 306, 874]
ad-signature: W. RICKETTS, Main North Road. [619, 821, 763, 832]
ad-text: Men's Fashionable Sac Suits 39s 6d. Men's Fashionable Tweed Suits 45s. Men's Serge Suits 28s 6d. Youth's Fashionable Suits 25s 6d. Boy's Tweed Knicker Suits 9s 6d. Boy's Tweed Knicker Suits 12s 6d. Boy's Tweed Knicker Suits 14s 6d. Boy's Serge Knicker Suits 12s 6d. Boy's Serge Sailor Suits 12s 6d. Boy's Holland Sailor Suits 7s 6d. [774, 850, 916, 917]
ad-text: Programme of Sports.—(Open to all Comers.) [931, 564, 1065, 573]
agency-credit: [Reuter's Agency.] [213, 111, 268, 120]
ad-text: As we continue our business to that of selling brokers only, owners may rest assured that all wool consigned to us will be realised to the best possible advantage, every line being carefully valued prior to sale, and in case of limit not being obtained will be held over or shipped to our London agents. [774, 397, 916, 456]
